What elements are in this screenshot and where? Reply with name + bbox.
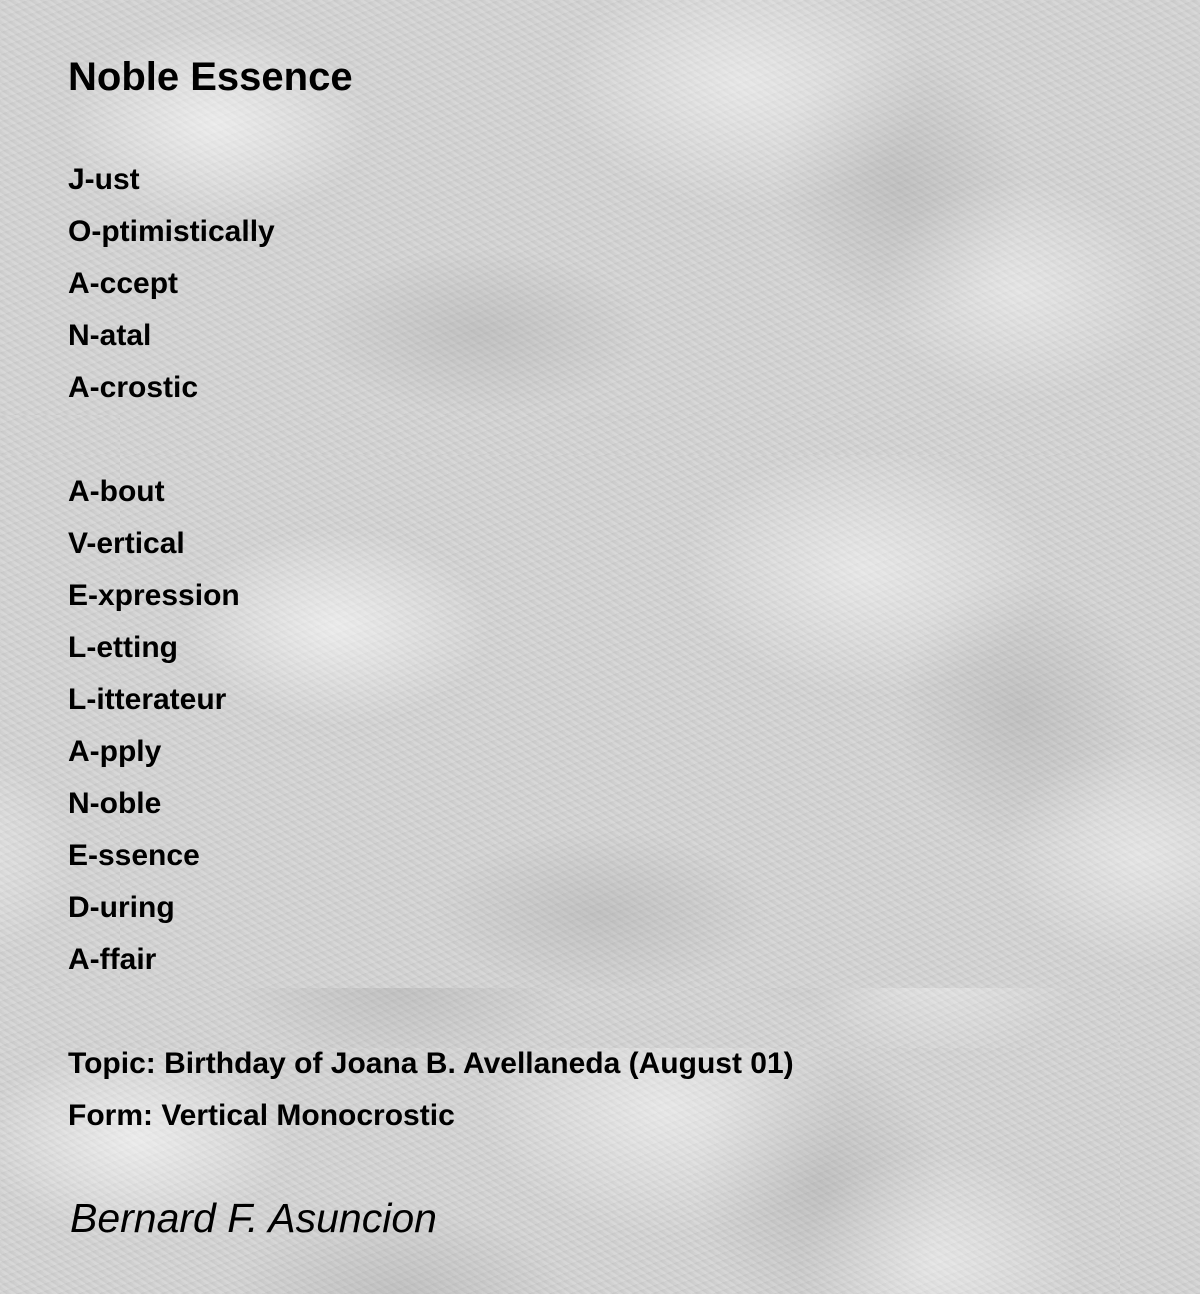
author-name: Bernard F. Asuncion xyxy=(70,1195,437,1241)
stanza-1 xyxy=(68,154,275,414)
poem-line: A-ccept xyxy=(68,267,179,300)
poem-line: A-pply xyxy=(68,735,162,768)
poem-line: A-ffair xyxy=(68,943,157,976)
poem-line: J-ust xyxy=(68,163,140,196)
poem-line: A-bout xyxy=(68,475,165,508)
poem-line: N-atal xyxy=(68,319,152,352)
stanza-2 xyxy=(68,466,240,986)
form-text: Form: Vertical Monocrostic xyxy=(68,1099,455,1132)
poem-line: A-crostic xyxy=(68,371,199,404)
poem-meta xyxy=(68,1038,794,1142)
poem-line: V-ertical xyxy=(68,527,185,560)
poem-line: E-xpression xyxy=(68,579,240,612)
poem-line: O-ptimistically xyxy=(68,215,275,248)
topic-text: Topic: Birthday of Joana B. Avellaneda (August 01) xyxy=(68,1047,794,1080)
poem-title: Noble Essence xyxy=(68,55,353,99)
poem-line: E-ssence xyxy=(68,839,200,872)
poem-line: N-oble xyxy=(68,787,162,820)
poem-line: L-itterateur xyxy=(68,683,227,716)
poem-line: L-etting xyxy=(68,631,178,664)
poem-line: D-uring xyxy=(68,891,175,924)
